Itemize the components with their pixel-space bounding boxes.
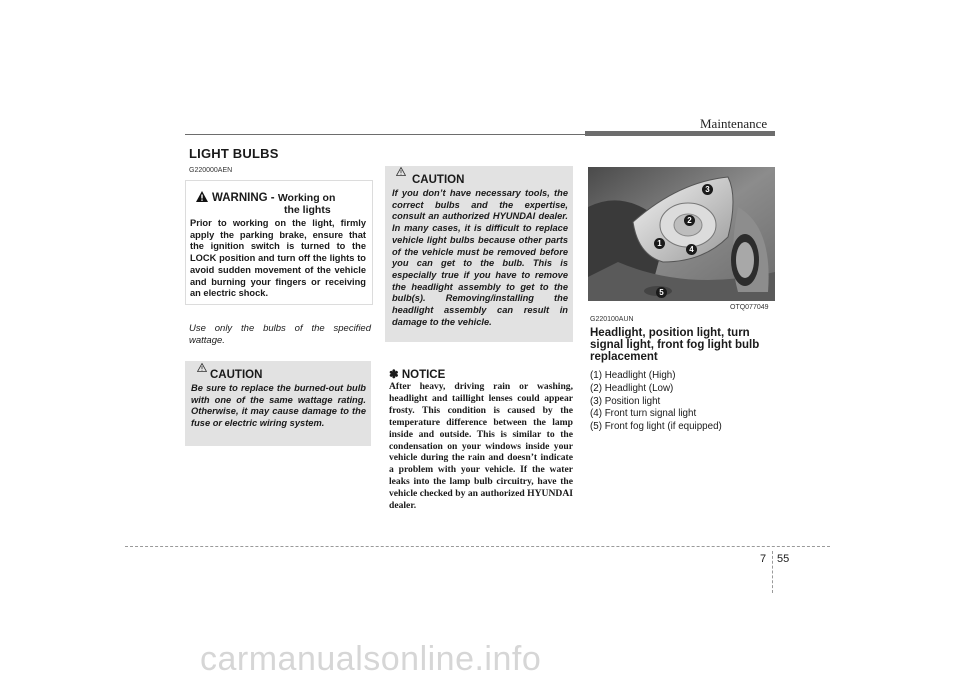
warning-subtitle: Working on: [277, 192, 336, 204]
list-item: (1) Headlight (High): [590, 370, 676, 381]
page-title: LIGHT BULBS: [189, 146, 279, 161]
callout-2: 2: [684, 215, 695, 226]
callout-4: 4: [686, 244, 697, 255]
header-rule-accent: [585, 131, 775, 136]
caution-icon: [197, 363, 207, 372]
warning-label: WARNING -: [212, 192, 278, 204]
callout-5: 5: [656, 287, 667, 298]
callout-1: 1: [654, 238, 665, 249]
list-item: (2) Headlight (Low): [590, 382, 674, 394]
warning-subtitle-2: the lights: [284, 204, 331, 216]
chapter-number: 7: [760, 553, 767, 565]
warning-text: Prior to working on the light, firmly apply the parking brake, ensure that the ignition switch is turned to the LOCK position and turn off the lights to avoid sudden movement of the vehicle and burning your fingers or receiving an electric shock.: [190, 218, 366, 299]
caution-text-2: If you don’t have necessary tools, the correct bulbs and the expertise, consult an authorized HYUNDAI dealer. In many cases, it is difficult to replace vehicle light bulbs because other parts of the vehicle must be removed before you can get to the bulb. This is especially true if you have to remove the headlight assembly to get to the bulb(s). Removing/installing the headlight assembly can result in damage to the vehicle.: [392, 188, 568, 327]
section-title: Maintenance: [700, 116, 768, 131]
intro-text: Use only the bulbs of the specified wattage.: [189, 323, 371, 346]
caution-title-1: CAUTION: [210, 369, 263, 381]
page-number-divider: [772, 551, 773, 593]
notice-title: ✽ NOTICE: [389, 369, 446, 381]
headlight-photo: [588, 167, 775, 301]
list-item: (3) Position light: [590, 395, 661, 407]
list-item: (4) Front turn signal light: [590, 408, 697, 420]
caution-icon: [396, 167, 406, 176]
bulb-list: [590, 370, 722, 434]
caution-title-2: CAUTION: [412, 174, 465, 186]
section-code: G220000AEN: [189, 167, 233, 174]
figure-caption: OTQ077049: [730, 304, 769, 311]
subsection-code: G220100AUN: [590, 316, 634, 323]
warning-icon: [196, 191, 208, 202]
subsection-title: Headlight, position light, turn signal light, front fog light bulb replacement: [590, 327, 760, 363]
footer-divider: [125, 546, 830, 547]
page-number: 55: [777, 553, 790, 565]
warning-heading: [212, 192, 335, 204]
list-item: (5) Front fog light (if equipped): [590, 421, 722, 433]
notice-text: After heavy, driving rain or washing, headlight and taillight lenses could appear frosty. This condition is caused by the temperature difference between the lamp inside and outside. This is similar to the condensation on your windows inside your vehicle during the rain and doesn’t indicate a problem with your vehicle. If the water leaks into the lamp bulb circuitry, have the vehicle checked by an authorized HYUNDAI dealer.: [389, 381, 573, 512]
callout-3: 3: [702, 184, 713, 195]
watermark: carmanualsonline.info: [200, 640, 542, 678]
caution-text-1: Be sure to replace the burned-out bulb with one of the same wattage rating. Otherwise, it may cause damage to the fuse or electric wiring system.: [191, 383, 366, 429]
